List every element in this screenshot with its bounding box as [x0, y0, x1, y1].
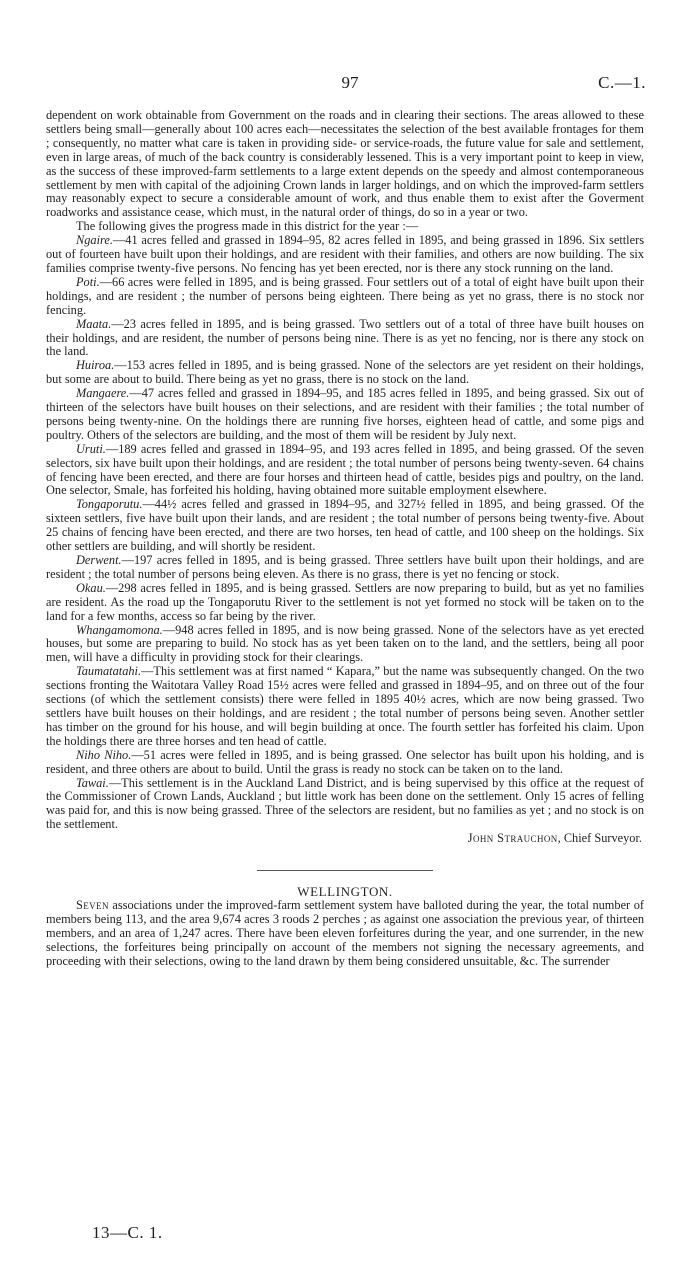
body-text — [46, 109, 644, 968]
settlement-text: —66 acres were felled in 1895, and is being grassed. Four settlers out of a total of eight have built upon their holdings, and are resident ; the number of persons being eighteen. There being as yet no grass, there is no stock nor fencing. — [46, 274, 644, 317]
settlement-name: Derwent. — [76, 553, 122, 567]
settlement-name: Huiroa. — [76, 358, 115, 373]
intro-paragraph: dependent on work obtainable from Government on the roads and in clearing their sections. The areas allowed to these settlers being small—generally about 100 acres each—necessitates the selection of the best available frontages for them ; consequently, no matter what care is taken in providing side- or service-roads, the future value for sale and settlement, even in large areas, of much of the back country is considerably lessened. This is a very important point to keep in view, as the success of these improved-farm settlements to a large extent depends on the speedy and almost contemporaneous settlement by men with capital of the adjoining Crown lands in larger holdings, and on which the improved-farm settlers may reasonably expect to secure a considerable amount of work, and thus enable them to exist after the Goverment roadworks and assistance cease, which must, in the natural order of things, do so in a year or two. — [46, 108, 644, 220]
settlement-name: Uruti. — [76, 441, 106, 456]
settlement-text: —44½ acres felled and grassed in 1894–95, and 327½ felled in 1895, and being grassed. Of the sixteen settlers, five have built upon their lands, and are resident ; the total number of persons being twenty-five. About 25 chains of fencing have been erected, and there are two horses, ten head of cattle, and 100 sheep on the holdings. Six other settlers are building, and will shortly be resident. — [46, 497, 644, 554]
signature-line — [46, 832, 644, 846]
printer-signature-mark: 13—C. 1. — [92, 1223, 163, 1242]
settlement-text: —This settlement was at first named “ Kapara,” but the name was subsequently changed. On the two sections fronting the Waitotara Valley Road 15½ acres were felled and grassed in 1894–95, and on three out of the four sections (of which the settlement consists) there were felled in 1895 40½ acres, which are now being grassed. Two settlers have built houses on their holdings, and are resident ; the total number of persons being seven. Another settler has timber on the ground for his house, and will begin building at once. The fourth settler has forfeited his claim. Upon the holdings there are three horses and ten head of cattle. — [46, 664, 644, 748]
signatory-name: John Strauchon — [467, 831, 558, 846]
settlement-text: —189 acres felled and grassed in 1894–95, and 193 acres felled in 1895, and being grassed. Of the seven selectors, six have built upon their holdings, and are resident ; the total number of persons being twenty-seven. 64 chains of fencing have been erected, and there are four horses and thirteen head of cattle, besides pigs and poultry, on the land. One selector, Smale, has forfeited his holding, having obtained more suitable employment elsewhere. — [46, 441, 644, 498]
wellington-text: associations under the improved-farm settlement system have balloted during the year, the total number of members being 113, and the area 9,674 acres 3 roods 2 perches ; as against one association the previous year, of thirteen members, and an area of 1,247 acres. There have been eleven forfeitures during the year, and one surrender, in the new selections, the forfeitures being principally on account of the members not signing the necessary agreements, and proceeding with their selections, owing to the land drawn by them being considered unsuitable, &c. The surrender — [46, 897, 644, 968]
settlement-list — [46, 234, 644, 832]
settlement-name: Ngaire. — [76, 233, 113, 248]
settlement-paragraph — [46, 777, 644, 833]
settlement-paragraph — [46, 318, 644, 360]
document-code: C.—1. — [598, 73, 646, 92]
settlement-name: Tawai. — [76, 775, 109, 790]
settlement-name: Whangamomona. — [76, 622, 163, 637]
settlement-text: —51 acres were felled in 1895, and is being grassed. One selector has built upon his holding, and is resident, and three others are about to build. Until the grass is ready no stock can be taken on to the land. — [46, 747, 644, 776]
settlement-paragraph — [46, 234, 644, 276]
settlement-text: —948 acres felled in 1895, and is now being grassed. None of the selectors have as yet erected houses, but some are preparing to build. No stock has as yet been taken on to the land, and the settlers, being all poor men, will have a difficulty in providing stock for their clearings. — [46, 622, 644, 665]
settlement-paragraph — [46, 276, 644, 318]
settlement-paragraph — [46, 624, 644, 666]
section-heading: WELLINGTON. — [297, 884, 393, 900]
section-divider — [257, 870, 433, 871]
settlement-name: Maata. — [76, 316, 112, 331]
settlement-paragraph — [46, 582, 644, 624]
settlement-name: Mangaere. — [76, 386, 130, 401]
settlement-paragraph — [46, 665, 644, 748]
settlement-paragraph — [46, 749, 644, 777]
settlement-name: Okau. — [76, 580, 106, 595]
settlement-text: —153 acres felled in 1895, and is being grassed. None of the selectors are yet resident on their holdings, but some are about to build. There being as yet no grass, there is no stock on the land. — [46, 358, 644, 387]
settlement-name: Poti. — [76, 274, 100, 289]
settlement-name: Taumatatahi. — [76, 664, 142, 679]
page-number: 97 — [341, 73, 359, 92]
settlement-name: Niho Niho. — [76, 747, 132, 762]
settlement-name: Tongaporutu. — [76, 497, 143, 512]
settlement-paragraph — [46, 498, 644, 554]
signatory-title: , Chief Surveyor. — [557, 831, 642, 846]
settlement-paragraph — [46, 359, 644, 387]
settlement-text: —298 acres felled in 1895, and is being grassed. Settlers are now preparing to build, but as yet no families are resident. As the road up the Tongaporutu River to the settlement is not yet formed no stock will be taken on to the land for a few months, access so far being by the river. — [46, 580, 644, 623]
settlement-paragraph — [46, 443, 644, 499]
wellington-paragraph — [46, 899, 644, 969]
lead-paragraph: The following gives the progress made in this district for the year :— — [76, 219, 419, 234]
settlement-text: —23 acres felled in 1895, and is being grassed. Two settlers out of a total of three have built houses on their holdings, and are resident, the number of persons being nine. There is as yet no fencing, nor is there any stock on the land. — [46, 316, 644, 359]
settlement-text: —This settlement is in the Auckland Land District, and is being supervised by this office at the request of the Commissioner of Crown Lands, Auckland ; but little work has been done on the settlement. Only 15 acres of felling was paid for, and this is now being grassed. Three of the selectors are resident, but no families as yet ; and no stock is on the settlement. — [46, 775, 644, 832]
settlement-text: —41 acres felled and grassed in 1894–95, 82 acres felled in 1895, and being grassed in 1896. Six settlers out of fourteen have built upon their holdings, and are resident with their families, and others are now building. The six families comprise twenty-five persons. No fencing has yet been erected, nor is there any stock running on the land. — [46, 233, 644, 275]
settlement-paragraph — [46, 387, 644, 443]
settlement-text: —47 acres felled and grassed in 1894–95, and 185 acres felled in 1895, and being grassed. Six out of thirteen of the selectors have built houses on their selections, and are resident with their families ; the total number of persons being twenty-nine. On the holdings there are running five horses, eighteen head of cattle, and some pigs and poultry. Others of the selectors are building, and the most of them will be resident by July next. — [46, 386, 644, 442]
settlement-paragraph — [46, 554, 644, 582]
settlement-text: —197 acres felled in 1895, and is being grassed. Three settlers have built upon their holdings, and are resident ; the total number of persons being eleven. As there is no grass, there is yet no fencing or stock. — [46, 553, 644, 581]
lead-word: Seven — [76, 897, 109, 912]
